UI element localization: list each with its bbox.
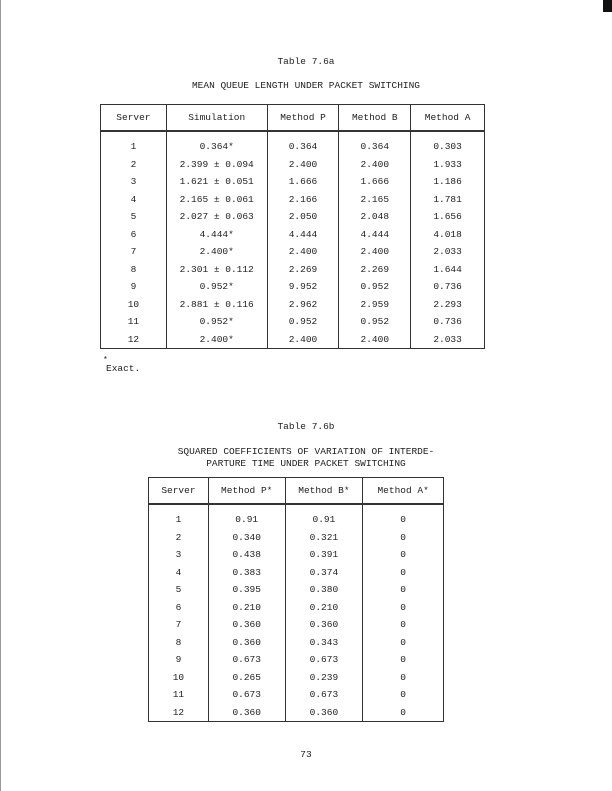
table-a-header-row [101,105,485,132]
table-cell: 0 [363,686,444,704]
table-b-header-row [149,478,444,505]
table-cell: 1 [101,131,167,156]
table-cell: 4.444 [339,226,411,244]
table-cell: 0.952 [267,313,339,331]
table-cell: 0.360 [208,616,285,634]
footnote-mark: * [103,356,108,365]
table-cell: 0 [363,564,444,582]
table-cell: 12 [101,331,167,349]
table-cell: 0.673 [285,651,363,669]
column-header: Server [149,478,209,505]
table-cell: 2.165 [339,191,411,209]
table-row [101,278,485,296]
table-cell: 2 [149,529,209,547]
table-cell: 0.360 [208,634,285,652]
table-row [149,564,444,582]
table-cell: 0.952 [339,278,411,296]
table-cell: 2.400* [166,331,267,349]
table-cell: 0.360 [208,704,285,722]
column-header: Method B [339,105,411,132]
table-b [148,477,444,722]
table-cell: 4.444* [166,226,267,244]
table-cell: 1.933 [411,156,485,174]
table-cell: 10 [101,296,167,314]
table-cell: 4 [101,191,167,209]
table-cell: 0.364 [339,131,411,156]
table-cell: 2.962 [267,296,339,314]
table-cell: 11 [101,313,167,331]
table-cell: 2.400 [267,243,339,261]
table-cell: 2.400 [267,331,339,349]
table-cell: 0.343 [285,634,363,652]
table-cell: 1.781 [411,191,485,209]
table-cell: 1 [149,504,209,529]
table-row [149,704,444,722]
table-cell: 0.360 [285,704,363,722]
table-cell: 0.438 [208,546,285,564]
table-cell: 0.364* [166,131,267,156]
table-cell: 2.269 [339,261,411,279]
column-header: Method P* [208,478,285,505]
table-cell: 0.340 [208,529,285,547]
scan-mark [603,0,612,12]
table-b-title-line1: SQUARED COEFFICIENTS OF VARIATION OF INTERDE- [177,446,435,457]
table-cell: 0.395 [208,581,285,599]
table-a-caption: Table 7.6a [277,56,335,67]
table-cell: 2.293 [411,296,485,314]
table-cell: 2.301 ± 0.112 [166,261,267,279]
table-cell: 5 [149,581,209,599]
table-cell: 2.048 [339,208,411,226]
table-cell: 2.269 [267,261,339,279]
table-row [149,599,444,617]
table-cell: 2.166 [267,191,339,209]
table-row [101,191,485,209]
table-a-title: MEAN QUEUE LENGTH UNDER PACKET SWITCHING [191,80,421,91]
table-row [101,313,485,331]
footnote-text: Exact. [106,363,141,374]
table-cell: 2.881 ± 0.116 [166,296,267,314]
table-cell: 0.91 [208,504,285,529]
table-cell: 4 [149,564,209,582]
table-cell: 11 [149,686,209,704]
table-cell: 2.959 [339,296,411,314]
table-b-caption: Table 7.6b [277,421,335,432]
table-cell: 1.666 [267,173,339,191]
table-cell: 8 [101,261,167,279]
table-cell: 0.736 [411,313,485,331]
table-cell: 0 [363,546,444,564]
table-cell: 0.952* [166,278,267,296]
table-cell: 2.027 ± 0.063 [166,208,267,226]
table-row [149,529,444,547]
table-cell: 2.033 [411,331,485,349]
table-cell: 2.400 [267,156,339,174]
table-cell: 5 [101,208,167,226]
table-cell: 4.444 [267,226,339,244]
table-cell: 0.736 [411,278,485,296]
table-cell: 0.380 [285,581,363,599]
table-cell: 0.321 [285,529,363,547]
table-cell: 2.400 [339,243,411,261]
table-cell: 0.364 [267,131,339,156]
table-cell: 0 [363,529,444,547]
table-cell: 3 [149,546,209,564]
table-cell: 1.621 ± 0.051 [166,173,267,191]
page-edge [0,0,1,791]
table-cell: 7 [149,616,209,634]
table-cell: 0 [363,581,444,599]
table-cell: 2.399 ± 0.094 [166,156,267,174]
table-cell: 0.210 [285,599,363,617]
table-row [101,261,485,279]
table-cell: 0 [363,634,444,652]
table-cell: 0.239 [285,669,363,687]
table-row [149,581,444,599]
table-cell: 2 [101,156,167,174]
table-cell: 1.666 [339,173,411,191]
table-cell: 0.383 [208,564,285,582]
table-cell: 0.673 [285,686,363,704]
table-row [149,651,444,669]
table-row [101,296,485,314]
table-row [101,173,485,191]
table-row [101,243,485,261]
column-header: Method P [267,105,339,132]
table-cell: 0 [363,704,444,722]
table-cell: 0.952 [339,313,411,331]
column-header: Simulation [166,105,267,132]
table-cell: 0.360 [285,616,363,634]
table-cell: 4.018 [411,226,485,244]
table-cell: 2.400* [166,243,267,261]
table-cell: 2.050 [267,208,339,226]
table-cell: 0.391 [285,546,363,564]
table-row [149,546,444,564]
table-cell: 2.165 ± 0.061 [166,191,267,209]
table-cell: 12 [149,704,209,722]
table-cell: 0 [363,669,444,687]
table-cell: 3 [101,173,167,191]
column-header: Method A* [363,478,444,505]
table-cell: 7 [101,243,167,261]
table-a [100,104,485,349]
table-cell: 0 [363,651,444,669]
table-cell: 9.952 [267,278,339,296]
table-row [101,226,485,244]
table-row [101,156,485,174]
table-cell: 1.656 [411,208,485,226]
table-row [149,504,444,529]
table-cell: 0.673 [208,651,285,669]
table-cell: 0.673 [208,686,285,704]
table-row [101,331,485,349]
table-cell: 10 [149,669,209,687]
table-cell: 0 [363,599,444,617]
table-cell: 0.374 [285,564,363,582]
table-cell: 0 [363,504,444,529]
table-cell: 6 [149,599,209,617]
column-header: Server [101,105,167,132]
table-cell: 0.952* [166,313,267,331]
table-cell: 8 [149,634,209,652]
table-cell: 9 [101,278,167,296]
table-cell: 2.033 [411,243,485,261]
table-b-title-line2: PARTURE TIME UNDER PACKET SWITCHING [206,458,406,469]
page-number: 73 [300,749,312,760]
table-cell: 1.644 [411,261,485,279]
table-row [149,669,444,687]
table-cell: 0 [363,616,444,634]
table-cell: 9 [149,651,209,669]
table-cell: 6 [101,226,167,244]
table-cell: 2.400 [339,156,411,174]
table-row [101,208,485,226]
table-row [101,131,485,156]
table-row [149,616,444,634]
table-cell: 0.210 [208,599,285,617]
table-row [149,634,444,652]
table-cell: 0.91 [285,504,363,529]
table-row [149,686,444,704]
column-header: Method B* [285,478,363,505]
table-cell: 1.186 [411,173,485,191]
table-cell: 0.265 [208,669,285,687]
table-cell: 2.400 [339,331,411,349]
column-header: Method A [411,105,485,132]
table-cell: 0.303 [411,131,485,156]
